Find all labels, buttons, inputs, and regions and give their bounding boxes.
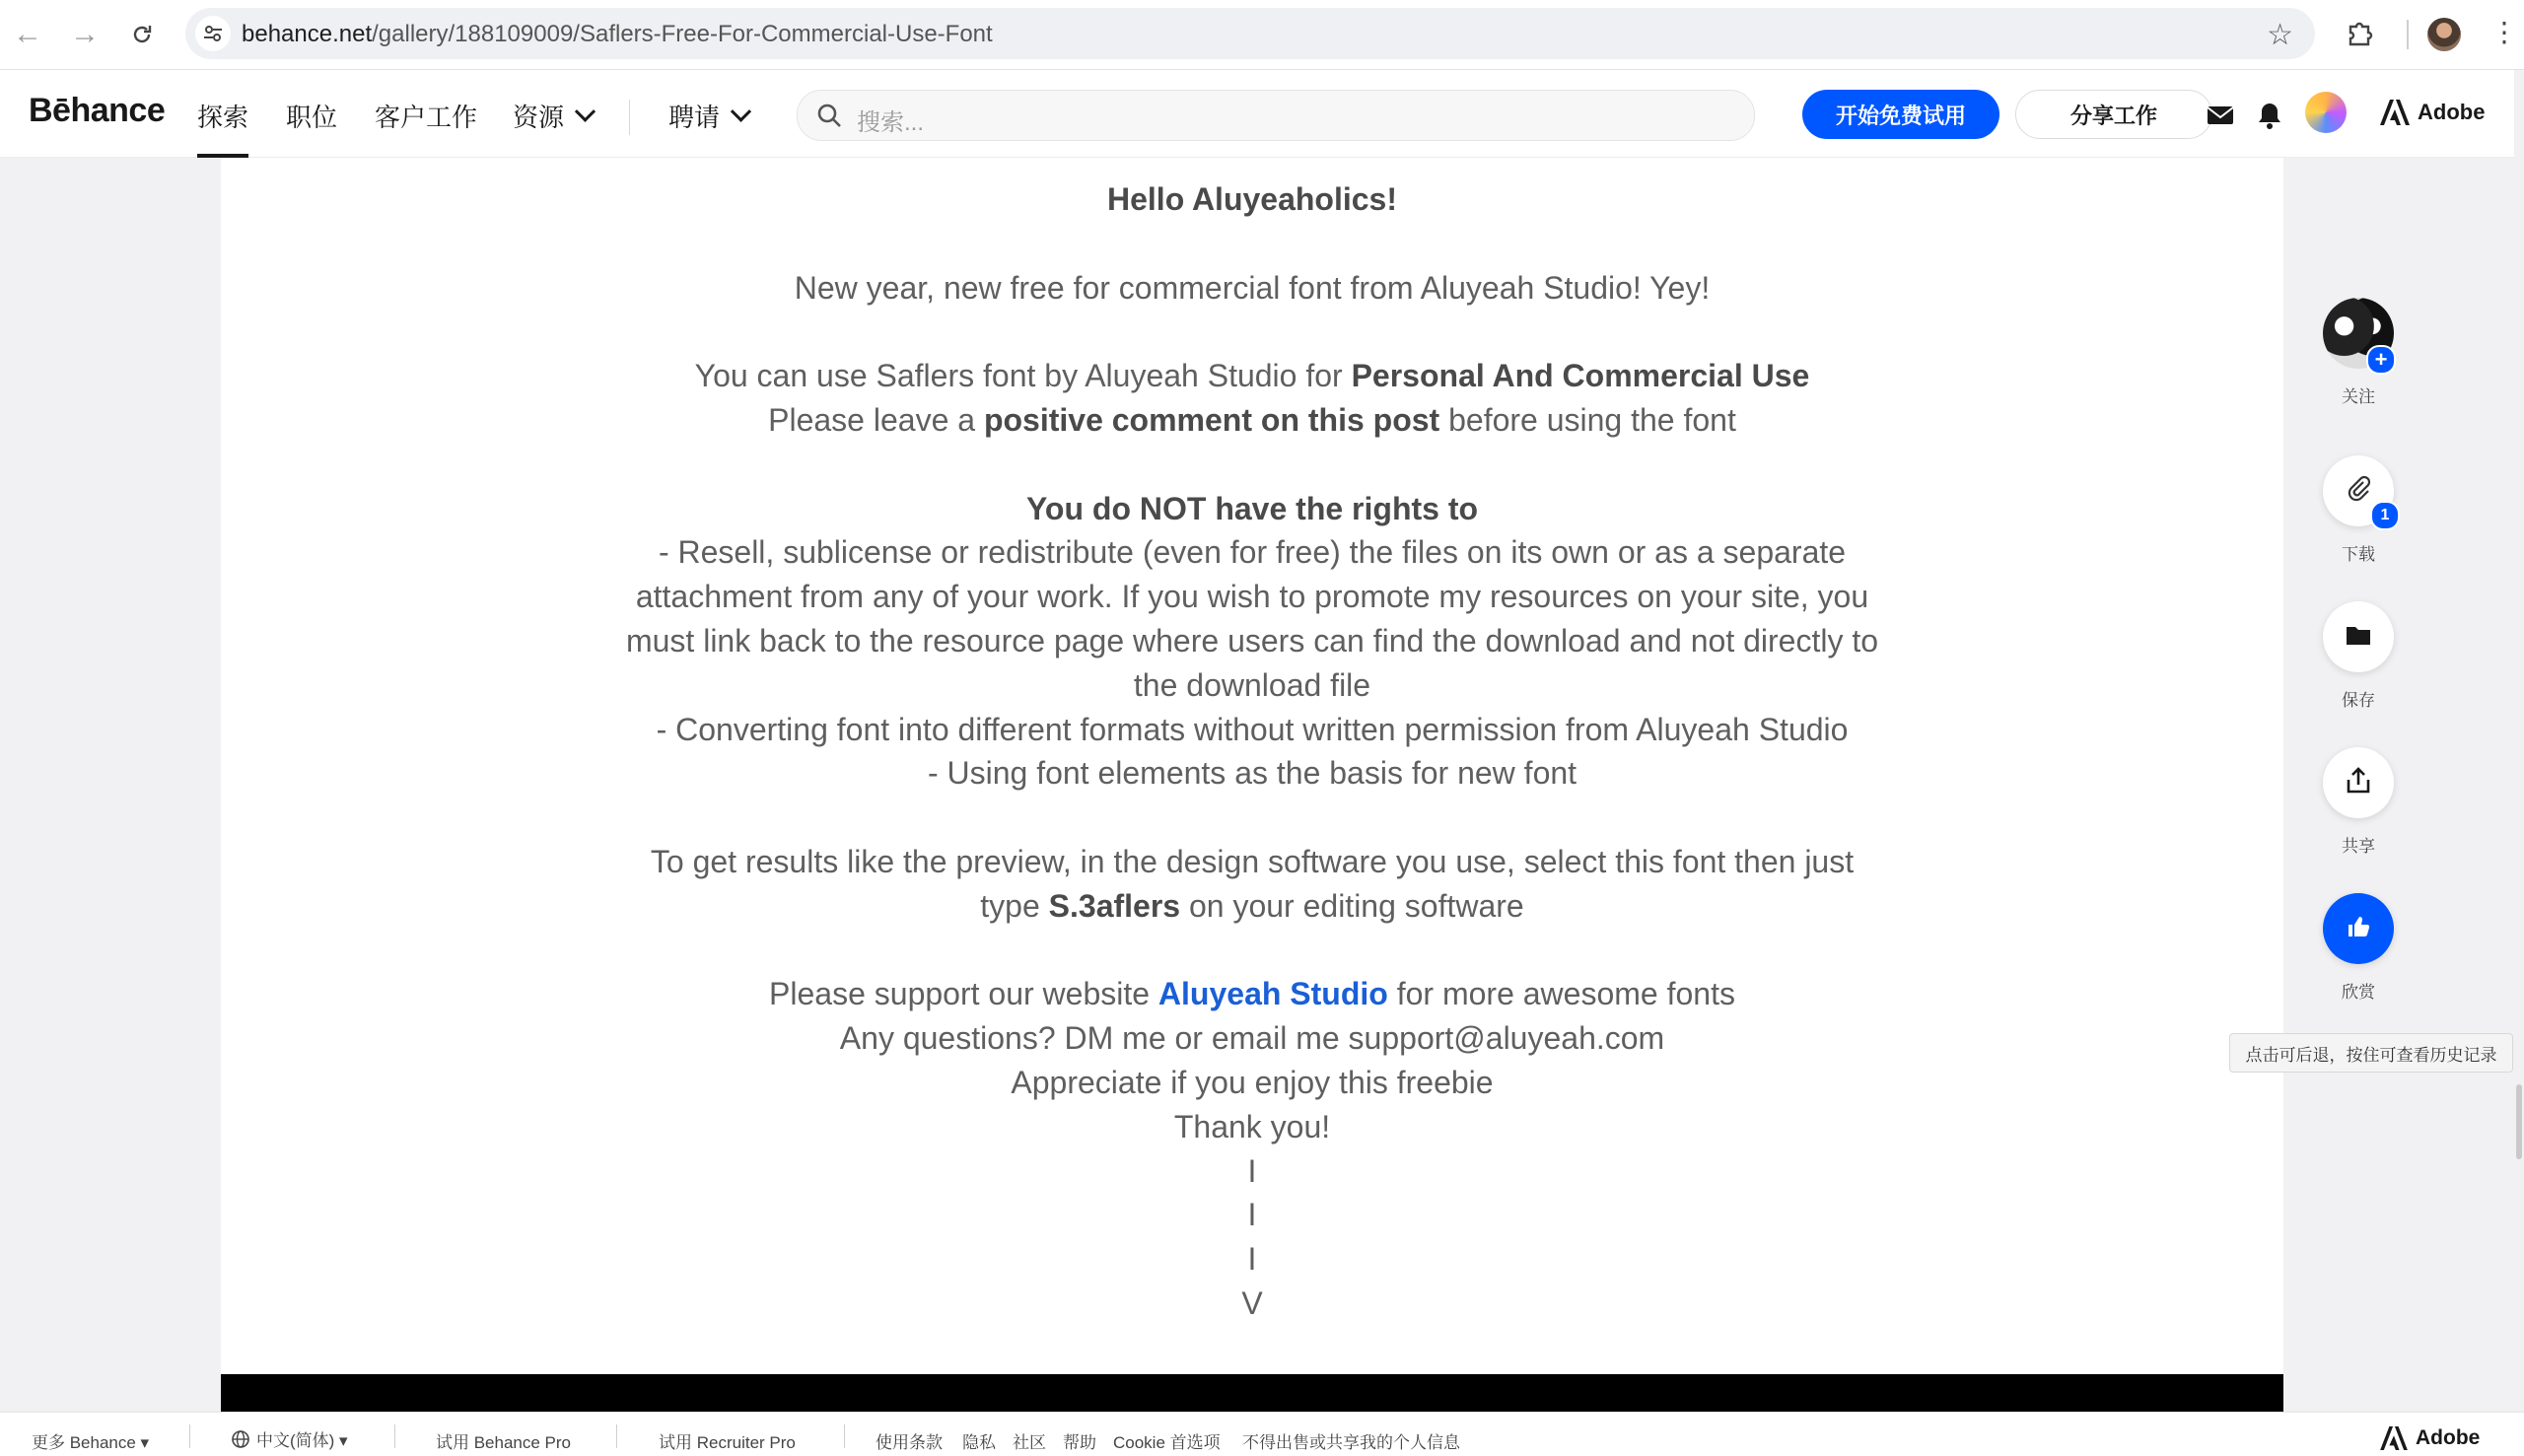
arrow-line: I — [1247, 1152, 1257, 1189]
forward-arrow-icon[interactable]: → — [70, 18, 100, 50]
share-icon — [2344, 766, 2373, 800]
aluyeah-studio-link[interactable]: Aluyeah Studio — [1157, 976, 1388, 1012]
bell-icon[interactable] — [2254, 100, 2285, 131]
adobe-logo-icon — [2380, 100, 2410, 125]
privacy-link[interactable]: 隐私 — [962, 1433, 996, 1452]
project-canvas — [221, 158, 2283, 1374]
rights-line: - Resell, sublicense or redistribute (even for free) the files on its own or as a separate — [658, 534, 1847, 571]
terms-link[interactable]: 使用条款 — [876, 1433, 943, 1452]
community-link[interactable]: 社区 — [1013, 1433, 1046, 1452]
language-label: 中文(简体) ▾ — [256, 1431, 348, 1450]
intro-text: New year, new free for commercial font from Aluyeah Studio! Yey! — [794, 269, 1711, 306]
site-settings-icon[interactable] — [195, 16, 231, 51]
user-avatar[interactable] — [2305, 92, 2347, 133]
rights-line: the download file — [1133, 666, 1371, 703]
greeting-heading: Hello Aluyeaholics! — [1107, 181, 1397, 217]
nav-resources-label: 资源 — [513, 103, 565, 132]
thumbs-up-icon — [2345, 913, 2372, 945]
nav-explore-label: 探索 — [197, 103, 249, 132]
nav-resources[interactable] — [513, 98, 593, 134]
search-input[interactable] — [797, 90, 1755, 141]
nav-jobs[interactable] — [286, 98, 337, 134]
behance-header — [0, 70, 2514, 158]
globe-icon — [231, 1429, 250, 1449]
footer-adobe-link[interactable] — [2380, 1426, 2480, 1450]
appreciate-text: Appreciate if you enjoy this freebie — [1011, 1064, 1494, 1100]
share-label: 共享 — [2342, 837, 2375, 856]
usage-text: You can use Saflers font by Aluyeah Studio for Personal And Commercial Use — [694, 358, 1810, 394]
folder-icon — [2345, 623, 2372, 652]
rights-line: must link back to the resource page where users can find the download and not directly to — [625, 622, 1879, 659]
nav-hire[interactable] — [668, 98, 748, 134]
try-recruiter-pro-link[interactable]: 试用 Recruiter Pro — [659, 1433, 796, 1452]
try-behance-pro-link[interactable]: 试用 Behance Pro — [436, 1433, 572, 1452]
footer-bar — [0, 1412, 2524, 1456]
language-selector[interactable] — [231, 1426, 348, 1451]
start-free-trial-button[interactable]: 开始免费试用 — [1802, 90, 1999, 139]
footer-divider — [616, 1424, 617, 1448]
project-image-top — [221, 1374, 2283, 1412]
behance-logo[interactable]: Bēhance — [29, 92, 166, 129]
footer-divider — [844, 1424, 845, 1448]
adobe-label: Adobe — [2418, 100, 2486, 124]
follow-action[interactable] — [2323, 298, 2394, 407]
download-count-badge: 1 — [2370, 501, 2400, 530]
plus-icon: + — [2366, 345, 2396, 375]
arrow-line: V — [1241, 1284, 1263, 1321]
project-description — [221, 158, 2283, 1326]
save-action[interactable] — [2323, 601, 2394, 711]
follow-label: 关注 — [2342, 387, 2375, 406]
chevron-down-icon — [731, 102, 751, 122]
results-text: To get results like the preview, in the design software you use, select this font then just — [650, 843, 1855, 879]
share-action[interactable] — [2323, 747, 2394, 857]
extensions-puzzle-icon[interactable] — [2345, 17, 2380, 52]
search-icon — [815, 102, 843, 134]
help-link[interactable]: 帮助 — [1063, 1433, 1096, 1452]
url-text: behance.net/gallery/188109009/Saflers-Free-For-Commercial-Use-Font — [242, 21, 993, 47]
search-placeholder: 搜索... — [857, 109, 925, 136]
owner-avatar[interactable] — [2323, 298, 2394, 372]
adobe-link[interactable] — [2380, 100, 2485, 125]
save-button[interactable] — [2323, 601, 2394, 672]
toolbar-divider — [2407, 20, 2409, 49]
cookie-preferences-link[interactable]: Cookie 首选项 — [1113, 1433, 1221, 1452]
arrow-line: I — [1247, 1241, 1257, 1278]
nav-jobs-label: 职位 — [286, 103, 338, 132]
adobe-logo-icon — [2380, 1426, 2408, 1450]
nav-client-work-label: 客户工作 — [375, 103, 478, 132]
download-label: 下载 — [2342, 545, 2375, 564]
thanks-text: Thank you! — [1173, 1108, 1331, 1144]
browser-menu-icon[interactable]: ⋮ — [2490, 17, 2518, 47]
bookmark-star-icon[interactable]: ☆ — [2267, 19, 2293, 51]
appreciate-action[interactable] — [2323, 893, 2394, 1003]
browser-profile-avatar[interactable] — [2427, 18, 2461, 51]
more-behance-link[interactable]: 更多 Behance ▾ — [32, 1433, 150, 1452]
comment-request-text: Please leave a positive comment on this post before using the font — [768, 401, 1736, 438]
appreciate-label: 欣赏 — [2342, 983, 2375, 1002]
back-arrow-icon[interactable]: ← — [13, 18, 42, 50]
footer-adobe-label: Adobe — [2416, 1426, 2481, 1449]
rights-line: - Converting font into different formats without written permission from Aluyeah Studio — [656, 711, 1849, 747]
share-work-button[interactable]: 分享工作 — [2015, 90, 2212, 139]
download-action[interactable] — [2323, 455, 2394, 565]
do-not-sell-link[interactable]: 不得出售或共享我的个人信息 — [1242, 1433, 1460, 1452]
arrow-line: I — [1247, 1197, 1257, 1233]
nav-client-work[interactable] — [375, 98, 477, 134]
back-button-tooltip: 点击可后退，按住可查看历史记录 — [2229, 1033, 2513, 1073]
reload-icon[interactable] — [124, 17, 160, 52]
nav-hire-label: 聘请 — [668, 103, 721, 132]
rights-line: - Using font elements as the basis for new font — [927, 755, 1578, 792]
download-button[interactable] — [2323, 455, 2394, 526]
rights-line: attachment from any of your work. If you wish to promote my resources on your site, you — [635, 579, 1869, 615]
mail-icon[interactable] — [2205, 100, 2236, 131]
footer-divider — [189, 1424, 190, 1448]
nav-explore[interactable] — [197, 98, 248, 134]
scrollbar-thumb[interactable] — [2516, 1084, 2522, 1159]
browser-toolbar — [0, 0, 2524, 70]
results-text: type S.3aflers on your editing software — [980, 887, 1524, 924]
appreciate-button[interactable] — [2323, 893, 2394, 964]
nav-divider — [629, 100, 630, 135]
paperclip-icon — [2344, 474, 2373, 509]
chevron-down-icon — [575, 102, 596, 122]
support-text: Please support our website Aluyeah Studio for more awesome fonts — [769, 976, 1735, 1012]
share-button[interactable] — [2323, 747, 2394, 818]
save-label: 保存 — [2342, 691, 2375, 710]
address-bar[interactable] — [185, 8, 2315, 59]
rights-heading: You do NOT have the rights to — [1025, 490, 1479, 526]
questions-text: Any questions? DM me or email me support@aluyeah.com — [839, 1020, 1665, 1057]
footer-divider — [394, 1424, 395, 1448]
